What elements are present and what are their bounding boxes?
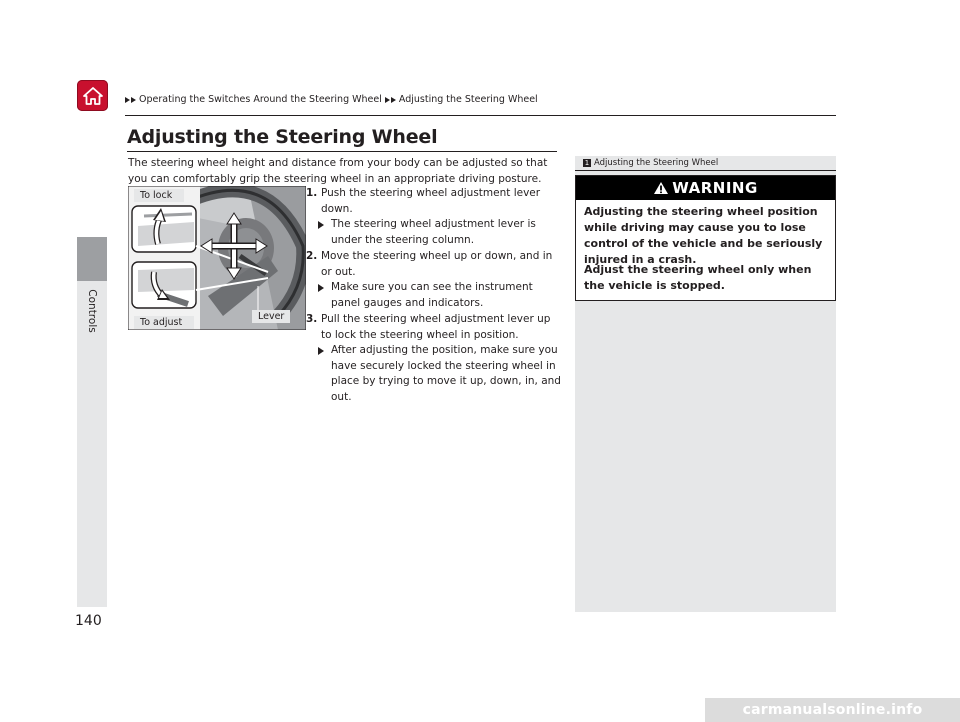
step-1-detail — [306, 217, 562, 248]
step-number: 2. — [306, 250, 318, 262]
sidebar-section-text: Controls — [86, 289, 98, 333]
breadcrumb-arrow-icon — [125, 97, 130, 103]
note-reference-marker: 1 — [584, 159, 590, 167]
step-2 — [306, 249, 562, 280]
arrow-bullet-icon — [318, 221, 324, 229]
sidebar-tab[interactable] — [77, 237, 107, 281]
step-text: Push the steering wheel adjustment lever down. — [321, 187, 541, 215]
warning-icon — [653, 181, 669, 195]
arrow-bullet-icon — [318, 347, 324, 355]
steering-column-illustration — [128, 186, 306, 330]
breadcrumb-arrow-icon — [385, 97, 390, 103]
step-3-detail — [306, 343, 562, 405]
warning-heading: WARNING — [672, 179, 758, 197]
header-divider — [125, 115, 836, 116]
breadcrumb — [125, 94, 538, 105]
note-divider — [575, 170, 836, 171]
sidebar-section-label — [77, 281, 107, 381]
page-number: 140 — [75, 613, 102, 629]
warning-text: Adjust the steering wheel only when the vehicle is stopped. — [584, 263, 812, 292]
warning-header — [576, 176, 835, 200]
step-detail-text: Make sure you can see the instrument panel gauges and indicators. — [331, 281, 533, 309]
figure-label-lever: Lever — [252, 310, 290, 323]
step-detail-text: After adjusting the position, make sure you have securely locked the steering wheel in place by trying to move it up, down, in, and out. — [331, 344, 561, 403]
step-detail-text: The steering wheel adjustment lever is under the steering column. — [331, 218, 536, 246]
breadcrumb-arrow-icon — [131, 97, 136, 103]
title-divider — [127, 151, 557, 152]
watermark-text: carmanualsonline.info — [742, 702, 923, 718]
page-title: Adjusting the Steering Wheel — [127, 126, 438, 148]
steps-list — [306, 186, 562, 406]
steering-wheel-figure — [128, 186, 306, 330]
watermark — [705, 698, 960, 722]
step-3 — [306, 312, 562, 343]
step-number: 3. — [306, 313, 318, 325]
intro-paragraph: The steering wheel height and distance from your body can be adjusted so that you can comfortably grip the steering wheel in an appropriate driving posture. — [128, 157, 548, 185]
breadcrumb-current: Adjusting the Steering Wheel — [398, 94, 538, 105]
step-2-detail — [306, 280, 562, 311]
note-heading — [583, 158, 718, 168]
breadcrumb-link-section[interactable]: Operating the Switches Around the Steering Wheel — [139, 94, 382, 105]
breadcrumb-arrow-icon — [391, 97, 396, 103]
warning-text: Adjusting the steering wheel position while driving may cause you to lose control of the vehicle and be seriously injured in a crash. — [584, 205, 823, 266]
step-text: Pull the steering wheel adjustment lever up to lock the steering wheel in position. — [321, 313, 551, 341]
step-text: Move the steering wheel up or down, and in or out. — [321, 250, 553, 278]
step-1 — [306, 186, 562, 217]
step-number: 1. — [306, 187, 318, 199]
home-icon — [82, 86, 104, 106]
arrow-bullet-icon — [318, 284, 324, 292]
figure-label-lock: To lock — [134, 189, 184, 202]
home-button[interactable] — [77, 80, 108, 111]
note-title[interactable]: Adjusting the Steering Wheel — [594, 158, 719, 168]
warning-box — [575, 175, 836, 301]
figure-label-adjust: To adjust — [134, 316, 194, 329]
